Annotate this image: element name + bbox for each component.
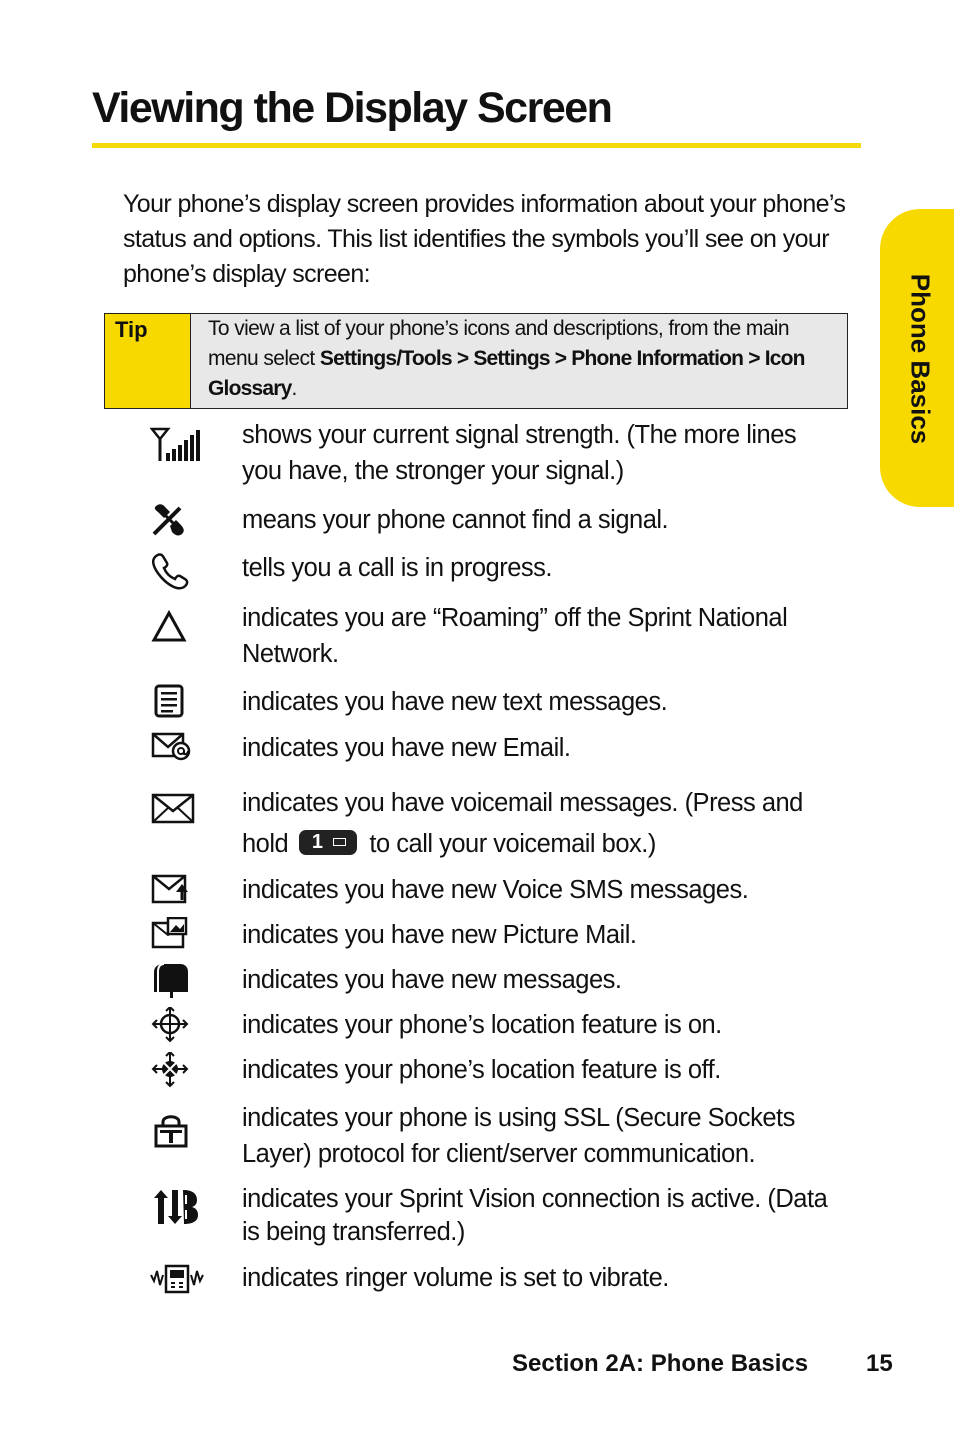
icon-row-text: indicates you have new Picture Mail. <box>242 921 637 949</box>
ssl-lock-icon <box>150 1112 206 1152</box>
voicemail-text-end: to call your voicemail box.) <box>369 830 656 858</box>
picture-mail-icon <box>150 917 206 957</box>
signal-strength-icon <box>150 427 206 467</box>
voicemail-icon <box>150 791 206 831</box>
icon-row-text: indicates you have new Email. <box>242 734 571 762</box>
page-title: Viewing the Display Screen <box>92 84 612 132</box>
footer-section-label: Section 2A: Phone Basics <box>512 1350 809 1377</box>
icon-row-text: means your phone cannot find a signal. <box>242 506 669 534</box>
voicemail-key-number: 1 <box>311 831 323 853</box>
no-signal-icon <box>150 502 206 542</box>
icon-row-text <box>242 783 842 865</box>
icon-row-text: tells you a call is in progress. <box>242 554 552 582</box>
text-message-icon <box>150 684 206 724</box>
voicemail-text-start: indicates you have voicemail messages. (Press and hold <box>242 789 803 858</box>
roaming-icon <box>150 610 206 650</box>
icon-row-text: indicates you have new text messages. <box>242 688 668 716</box>
title-underline <box>92 143 861 148</box>
tip-label: Tip <box>105 314 191 408</box>
icon-row-text: indicates your Sprint Vision connection is active. (Data is being transferred.) <box>242 1185 828 1246</box>
tip-text: To view a list of your phone’s icons and descriptions, from the main menu select <box>208 317 789 370</box>
side-tab-label: Phone Basics <box>905 273 936 445</box>
icon-row-text: indicates your phone’s location feature is off. <box>242 1056 721 1084</box>
icon-row-text: indicates you have new Voice SMS messages. <box>242 876 749 904</box>
email-icon <box>150 730 206 770</box>
page-number: 15 <box>866 1350 893 1377</box>
vision-active-icon <box>150 1188 206 1228</box>
call-in-progress-icon <box>150 552 206 592</box>
icon-row-text: indicates your phone’s location feature is on. <box>242 1011 722 1039</box>
tip-box <box>104 313 848 409</box>
voicemail-key-button <box>299 830 357 855</box>
location-off-icon <box>150 1052 206 1092</box>
vibrate-icon <box>150 1261 206 1301</box>
icon-row-text: shows your current signal strength. (The more lines you have, the stronger your signal.) <box>242 421 797 485</box>
icon-row-text: indicates your phone is using SSL (Secure Sockets Layer) protocol for client/server communication. <box>242 1104 795 1168</box>
envelope-icon <box>333 838 346 846</box>
location-on-icon <box>150 1007 206 1047</box>
icon-row-text: indicates you have new messages. <box>242 966 622 994</box>
icon-row-text: indicates ringer volume is set to vibrate. <box>242 1264 669 1292</box>
section-side-tab <box>880 209 954 507</box>
tip-menu-path: Settings/Tools > Settings > Phone Information > Icon Glossary <box>208 347 805 400</box>
new-messages-icon <box>150 962 206 1002</box>
tip-text-end: . <box>291 377 297 400</box>
intro-paragraph: Your phone’s display screen provides information about your phone’s status and options. This list identifies the symbols you’ll see on your phone’s display screen: <box>123 190 846 288</box>
voice-sms-icon <box>150 872 206 912</box>
icon-row-text: indicates you are “Roaming” off the Sprint National Network. <box>242 604 788 668</box>
tip-body <box>191 314 847 408</box>
